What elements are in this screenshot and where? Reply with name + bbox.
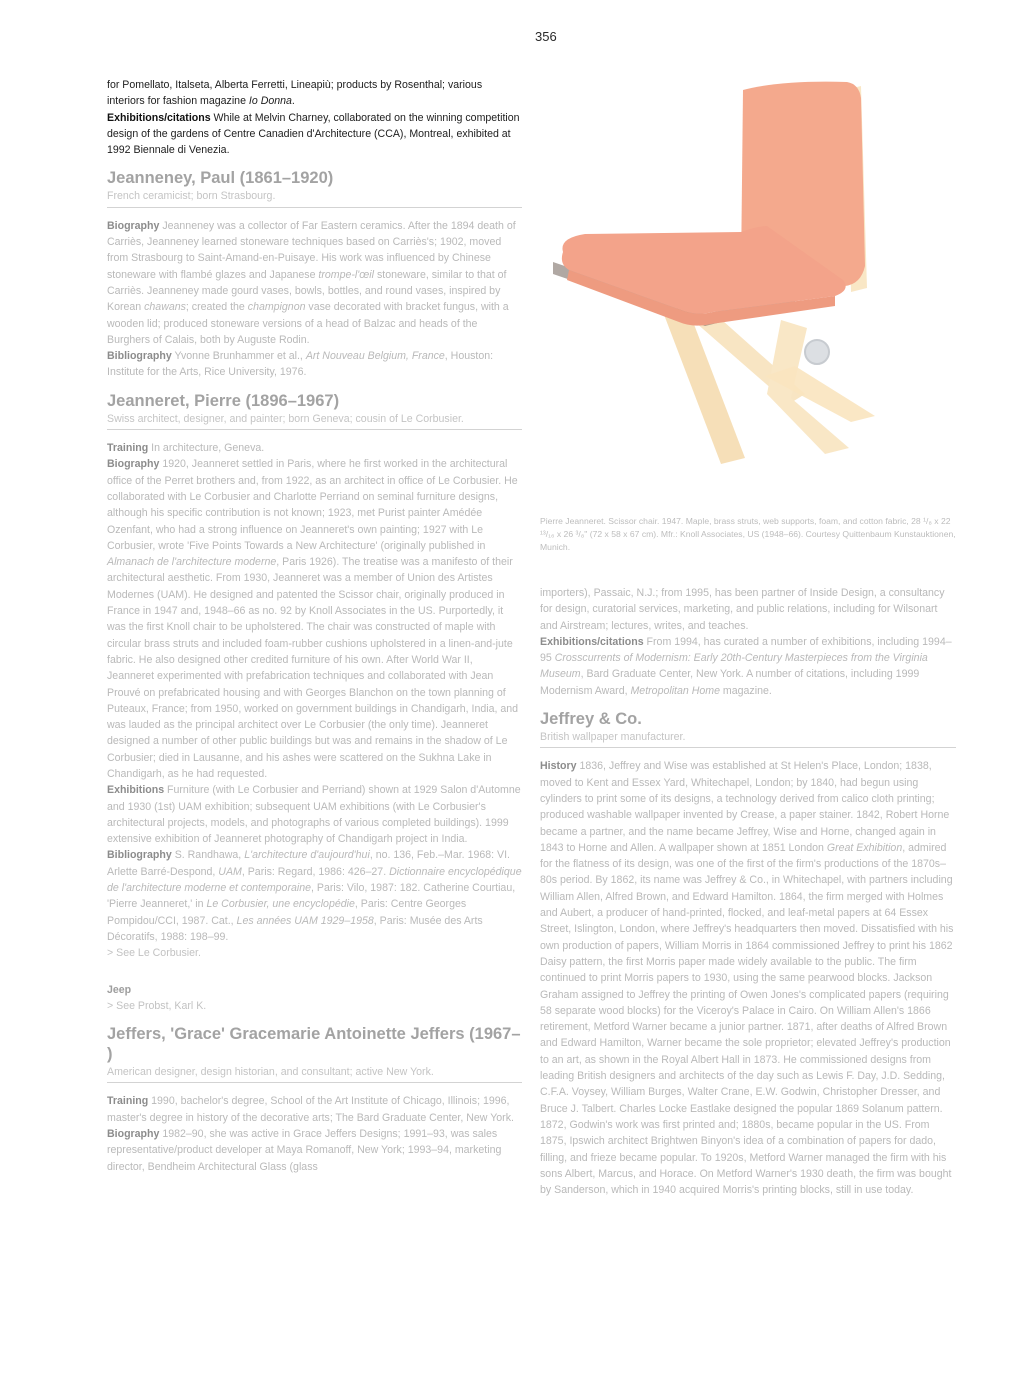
jeffers-training: Training 1990, bachelor's degree, School of the Art Institute of Chicago, Illinois; 1996, master's degree in history of the decorative arts; The Bard Graduate Center, New York. [107,1095,514,1124]
jeffers-biography: Biography 1982–90, she was active in Grace Jeffers Designs; 1991–93, was sales representative/product developer at Maya Romanoff, New York; 1993–94, marketing director, Bendheim Architectural Glass (glass [107,1128,502,1173]
jeanneret-exhibitions: Exhibitions Furniture (with Le Corbusier and Perriand) shown at 1929 Salon d'Automne and 1930 (1st) UAM exhibition; subsequent UAM exhibitions (with Le Corbusier's architectural projects, models, and photographs of various completed buildings). 1999 extensive exhibition of Jeanneret photography of Chandigarh project in India. [107,784,521,846]
left-column [107,77,522,1175]
entry-heading-jeanneret: Jeanneret, Pierre (1896–1967) [107,391,340,410]
divider [107,207,522,208]
entry-heading-jeep: Jeep [107,983,132,996]
entry-heading-jeanneney: Jeanneney, Paul (1861–1920) [107,169,334,188]
jeffers-exhibitions: Exhibitions/citations From 1994, has curated a number of exhibitions, including 1994–95 Crosscurrents of Modernism: Early 20th-Century Masterpieces from the Virginia Museum, Bard Graduate Center, New York. A number of citations, including 1999 Modernism Award, Metropolitan Home magazine. [540,635,952,697]
entry-subtitle: Swiss architect, designer, and painter; born Geneva; cousin of Le Corbusier. [107,412,464,425]
divider [107,429,522,430]
jeanneret-training: Training In architecture, Geneva. [107,442,265,455]
jeanneret-bibliography: Bibliography S. Randhawa, L'architecture d'aujourd'hui, no. 136, Feb.–Mar. 1968: VI. Arlette Barré-Despond, UAM, Paris: Regard, 1986: 426–27. Dictionnaire encyclopédique de l'architecture moderne et contemporaine, Paris: Vilo, 1987: 182. Catherine Courtiau, 'Pierre Jeanneret,' in Le Corbusier, une encyclopédie, Paris: Centre Georges Pompidou/CCI, 1987. Cat., Les années UAM 1929–1958, Paris: Musée des Arts Décoratifs, 1988: 198–99. [107,849,522,943]
page-number: 356 [535,29,557,44]
jeanneret-biography: Biography 1920, Jeanneret settled in Paris, where he first worked in the architectural office of the Perret brothers and, from 1922, as an architect in office of Le Corbusier. He collaborated with Le Corbusier and Charlotte Perriand on seminal furniture designs, although his specific contribution is not known; 1923, met Purist painter Amédée Ozenfant, who had a strong influence on Jeanneret's own painting; 1927 with Le Corbusier, wrote 'Five Points Towards a New Architecture' (originally published in Almanach de l'architecture moderne, Paris 1926). The treatise was a manifesto of their architectural aesthetic. From 1930, Jeanneret was a member of Union des Artistes Modernes (UAM). He designed and patented the Scissor chair, originally produced in France in 1947 and, 1948–66 as no. 92 by Knoll Associates in the US. Purportedly, it was the first Knoll chair to be upholstered. The chair was constructed of maple with circular brass struts and included foam-rubber cushions upholstered in a linen-and-jute fabric. He also designed other credited furniture of his own. After World War II, Jeanneret experimented with prefabrication techniques and collaborated with Jean Prouvé on prefabricated housing and with Georges Blanchon on the town planning of Puteaux, France; from 1950, worked on government buildings in Chandigarh, India, and was lauded as the principal architect over Le Corbusier (the only time). Jeanneret designed a number of other public buildings but was and remains in the shadow of Le Corbusier; died in Lausanne, and his ashes were scattered on the Sukhna Lake in Chandigarh, as he had requested. [107,458,519,780]
scissor-chair-image [545,76,965,496]
right-column [540,585,956,1198]
entry-heading-jeffers: Jeffers, 'Grace' Gracemarie Antoinette Jeffers (1967– ) [107,1025,521,1064]
cross-reference: > See Le Corbusier. [107,947,201,960]
image-caption: Pierre Jeanneret. Scissor chair. 1947. Maple, brass struts, web supports, foam, and cotton fabric, 28 ¹/₈ x 22 ¹³/₁₆ x 26 ³/₈" (72 x 58 x 67 cm). Mfr.: Knoll Associates, US (1948–66). Courtesy Quittenbaum Kunstauktionen, Munich. [540,516,956,553]
jeanneney-biography: Biography Jeanneney was a collector of Far Eastern ceramics. After the 1894 death of Carriès, Jeanneney learned stoneware techniques based on Carriès's; 1902, moved from Strasbourg to Saint-Amand-en-Puisaye. His work was influenced by Chinese stoneware with flambé glazes and Japanese trompe-l'œil stoneware, similar to that of Carriès. Jeanneney made gourd vases, bowls, bottles, and round vases, inspired by Korean chawans; created the champignon vase decorated with bracket fungus, with a wooden lid; produced stoneware versions of a head of Balzac and heads of the Burghers of Calais, both by Auguste Rodin. [107,219,516,346]
entry-subtitle: American designer, design historian, and consultant; active New York. [107,1066,434,1079]
chair-strut [805,340,829,364]
entry-subtitle: French ceramicist; born Strasbourg. [107,190,276,203]
divider [107,1082,522,1083]
cross-reference: > See Probst, Karl K. [107,999,207,1012]
divider [540,747,956,748]
entry-heading-jeffrey: Jeffrey & Co. [540,710,642,729]
entry-subtitle: British wallpaper manufacturer. [540,731,686,744]
continuation-exhibitions: Exhibitions/citations While at Melvin Charney, collaborated on the winning competition design of the gardens of Centre Canadien d'Architecture (CCA), Montreal, exhibited at 1992 Biennale di Venezia. [107,111,520,157]
continuation-text: for Pomellato, Italseta, Alberta Ferretti, Lineapiù; products by Rosenthal; various interiors for fashion magazine Io Donna. [107,79,483,108]
jeffers-continuation: importers), Passaic, N.J.; from 1995, has been partner of Inside Design, a consultancy for design, curatorial services, marketing, and public relations, including for Wilsonart and Airstream; lectures, writes, and teaches. [540,587,945,632]
jeanneney-bibliography: Bibliography Yvonne Brunhammer et al., Art Nouveau Belgium, France, Houston: Institute for the Arts, Rice University, 1976. [107,350,494,379]
jeffrey-history: History 1836, Jeffrey and Wise was established at St Helen's Place, London; 1838, moved to Kent and Essex Yard, Whitechapel, London; by 1840, had begun using cylinders to print some of its designs, a technology derived from calico cloth printing; produced washable wallpaper invented by Crease, a paper stainer. 1842, Robert Horne became a partner, and the name became Jeffrey, Wise and Horne, changed again in 1843 to Horne and Allen. A wallpaper shown at 1851 London Great Exhibition, admired for the flatness of its design, was one of the first of the firm's productions of the 1870s–80s period. By 1862, its name was Jeffrey & Co., in Whitechapel, with partners including William Allen, Alfred Brown, and Edward Hamilton. 1864, the firm merged with Holmes and Aubert, a producer of hand-printed, flocked, and leaf-metal papers at 64 Essex Street, Islington, London, where Jeffrey's headquarters then moved. Dissatisfied with his own production of papers, William Morris in 1864 commissioned Jeffrey to print his 1862 Daisy pattern, the first Morris paper made widely available to the public. The firm continued to print Morris papers to 1930, using the same pearwood blocks. Jackson Graham assigned to Jeffrey the printing of Owen Jones's complicated papers (requiring 58 separate wood blocks) for the Viceroy's Palace in Cairo. On William Allen's 1866 retirement, Metford Warner became a junior partner. 1871, after deaths of Alfred Brown and Edward Hamilton, Warner became the sole proprietor; elevated Jeffrey's production to an art, as shown in the Royal Albert Hall in 1873. He commissioned designs from leading British designers and architects of the day such as Lewis F. Day, J.D. Sedding, C.F.A. Voysey, William Burges, Walter Crane, E.W. Godwin, Christopher Dresser, and Bruce J. Talbert. Charles Locke Eastlake designed the popular 1869 Solanum pattern. 1872, Godwin's work was first printed and; 1880s, became popular in the US. From 1875, Ipswich architect Brightwen Binyon's idea of a combination of papers for dado, filling, and frieze became popular. To 1920s, Metford Warner managed the firm with his sons Albert, Marcus, and Horace. On Metford Warner's 1930 death, the firm was bought by Sanderson, which in 1940 acquired Morris's printing blocks, still in use today. [540,760,954,1197]
